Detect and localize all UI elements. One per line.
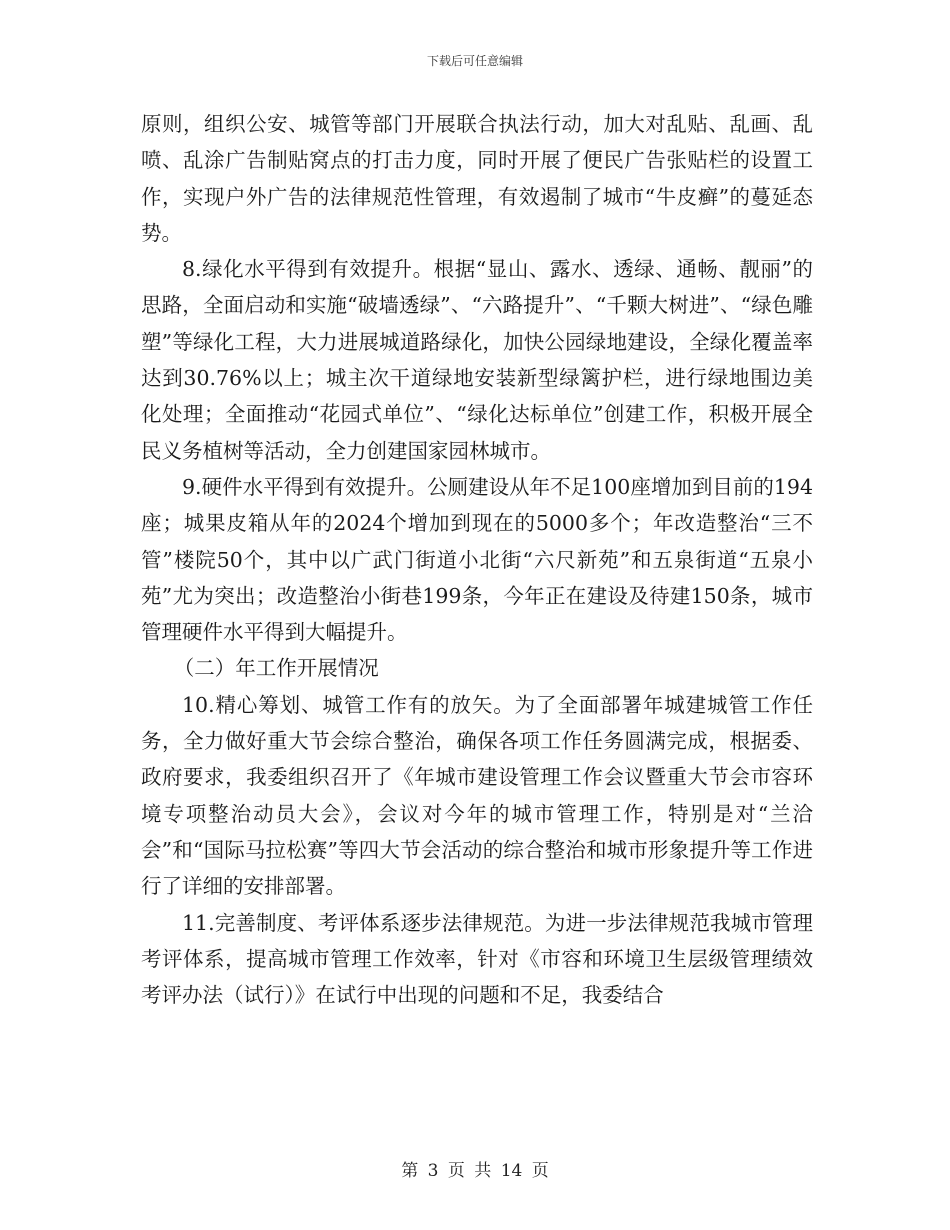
paragraph-item-8: 8.绿化水平得到有效提升。根据“显山、露水、透绿、通畅、靓丽”的思路，全面启动和实施“破墙透绿”、“六路提升”、“千颗大树进”、“绿色雕塑”等绿化工程，大力进展城道路绿化，加快公园绿地建设，全绿化覆盖率达到30.76%以上；城主次干道绿地安装新型绿篱护栏，进行绿地围边美化处理；全面推动“花园式单位”、“绿化达标单位”创建工作，积极开展全民义务植树等活动，全力创建国家园林城市。 bbox=[141, 257, 813, 463]
paragraph-item-9: 9.硬件水平得到有效提升。公厕建设从年不足100座增加到目前的194座；城果皮箱从年的2024个增加到现在的5000多个；年改造整治“三不管”楼院50个，其中以广武门街道小北街“六尺新苑”和五泉街道“五泉小苑”尤为突出；改造整治小街巷199条，今年正在建设及待建150条，城市管理硬件水平得到大幅提升。 bbox=[141, 474, 813, 645]
paragraph-continued: 原则，组织公安、城管等部门开展联合执法行动，加大对乱贴、乱画、乱喷、乱涂广告制贴窝点的打击力度，同时开展了便民广告张贴栏的设置工作，实现户外广告的法律规范性管理，有效遏制了城市“牛皮癣”的蔓延态势。 bbox=[141, 112, 813, 245]
paragraph-item-10: 10.精心筹划、城管工作有的放矢。为了全面部署年城建城管工作任务，全力做好重大节会综合整治，确保各项工作任务圆满完成，根据委、政府要求，我委组织召开了《年城市建设管理工作会议暨重大节会市容环境专项整治动员大会》，会议对今年的城市管理工作，特别是对“兰洽会”和“国际马拉松赛”等四大节会活动的综合整治和城市形象提升等工作进行了详细的安排部署。 bbox=[141, 692, 813, 899]
page-footer-number: 第 3 页 共 14 页 bbox=[401, 1161, 549, 1181]
page-header-note: 下载后可任意编辑 bbox=[426, 54, 523, 68]
document-body bbox=[141, 106, 813, 1013]
paragraph-item-11: 11.完善制度、考评体系逐步法律规范。为进一步法律规范我城市管理考评体系，提高城市管理工作效率，针对《市容和环境卫生层级管理绩效考评办法（试行）》在试行中出现的问题和不足，我委结合 bbox=[141, 910, 813, 1008]
section-subheading: （二）年工作开展情况 bbox=[173, 656, 379, 681]
